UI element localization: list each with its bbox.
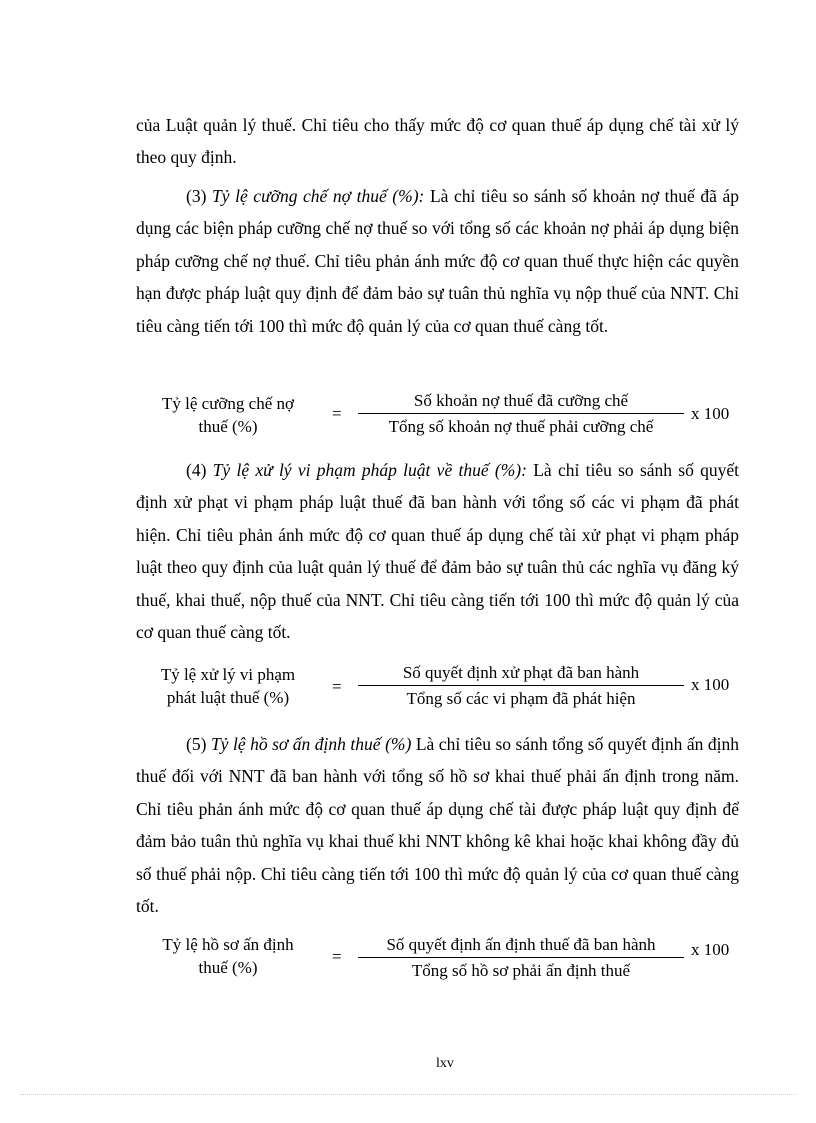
paragraph-debt-enforcement-rate [136,180,739,342]
formula-numerator: Số quyết định ấn định thuế đã ban hành [358,933,684,958]
paragraph-continuation [136,109,739,174]
formula-numerator: Số khoản nợ thuế đã cưỡng chế [358,389,684,414]
formula-label-line: Tỷ lệ cưỡng chế nợ [162,394,294,413]
formula-denominator: Tổng số khoản nợ thuế phải cưỡng chế [388,417,654,436]
paragraph-text: của Luật quản lý thuế. Chỉ tiêu cho thấy mức độ cơ quan thuế áp dụng chế tài xử lý theo quy định. [136,115,739,168]
formula-numerator: Số quyết định xử phạt đã ban hành [358,661,684,686]
formula-debt-enforcement-rate [136,388,776,440]
formula-fraction [358,933,684,982]
paragraph-number: (3) [186,186,207,206]
paragraph-tax-violation-handling-rate [136,454,739,648]
formula-label-line: thuế (%) [198,958,258,977]
formula-label [136,933,320,979]
indicator-term: Tỷ lệ xử lý vi phạm pháp luật về thuế (%): [212,460,527,480]
page-number: lxv [436,1056,454,1071]
formula-label-line: phát luật thuế (%) [166,688,290,707]
formula-label [136,663,320,709]
formula-label-line: thuế (%) [198,417,258,436]
paragraph-text: Là chỉ tiêu so sánh số quyết định xử phạt vi phạm pháp luật thuế đã ban hành với tổng số các vi phạm đã phát hiện. Chỉ tiêu phản ánh mức độ cơ quan thuế áp dụng chế tài xử phạt vi phạm pháp luật theo quy định của luật quản lý thuế để đảm bảo sự tuân thủ các nghĩa vụ đăng ký thuế, khai thuế, nộp thuế của NNT. Chỉ tiêu càng tiến tới 100 thì mức độ quản lý của cơ quan thuế càng tốt. [136,460,740,643]
formula-label [136,392,320,438]
formula-fraction [358,661,684,710]
paragraph-tax-assessment-rate [136,728,739,922]
paragraph-text: Là chỉ tiêu so sánh tổng số quyết định ấn định thuế đối với NNT đã ban hành với tổng số hồ sơ khai thuế phải ấn định trong năm. Chỉ tiêu phản ánh mức độ cơ quan thuế áp dụng chế tài được pháp luật quy định để đảm bảo tuân thủ nghĩa vụ khai thuế khi NNT không kê khai hoặc khai không đầy đủ số thuế phải nộp. Chỉ tiêu càng tiến tới 100 thì mức độ quản lý của cơ quan thuế càng tốt. [136,734,740,917]
formula-denominator: Tổng số các vi phạm đã phát hiện [406,689,636,708]
formula-tax-violation-handling-rate [136,661,776,713]
indicator-term: Tỷ lệ hồ sơ ấn định thuế (%) [210,734,412,754]
formula-equals-sign: = [332,677,342,696]
indicator-term: Tỷ lệ cưỡng chế nợ thuế (%): [212,186,425,206]
formula-multiplier: x 100 [691,940,730,959]
paragraph-number: (4) [186,460,207,480]
paragraph-text: Là chỉ tiêu so sánh số khoản nợ thuế đã áp dụng các biện pháp cưỡng chế nợ thuế so với tổng số các khoản nợ phải áp dụng biện pháp cưỡng chế nợ thuế. Chỉ tiêu phản ánh mức độ cơ quan thuế thực hiện các quyền hạn được pháp luật quy định để đảm bảo sự tuân thủ nghĩa vụ nộp thuế của NNT. Chỉ tiêu càng tiến tới 100 thì mức độ quản lý của cơ quan thuế càng tốt. [136,186,739,336]
page-bottom-divider [20,1094,796,1095]
formula-tax-assessment-rate [136,931,776,983]
formula-label-line: Tỷ lệ hồ sơ ấn định [162,935,294,954]
formula-denominator: Tổng số hồ sơ phải ấn định thuế [411,961,631,980]
formula-multiplier: x 100 [691,675,730,694]
paragraph-number: (5) [186,734,207,754]
formula-fraction [358,389,684,438]
formula-equals-sign: = [332,404,342,423]
formula-equals-sign: = [332,947,342,966]
formula-label-line: Tỷ lệ xử lý vi phạm [160,665,296,684]
formula-multiplier: x 100 [691,404,730,423]
